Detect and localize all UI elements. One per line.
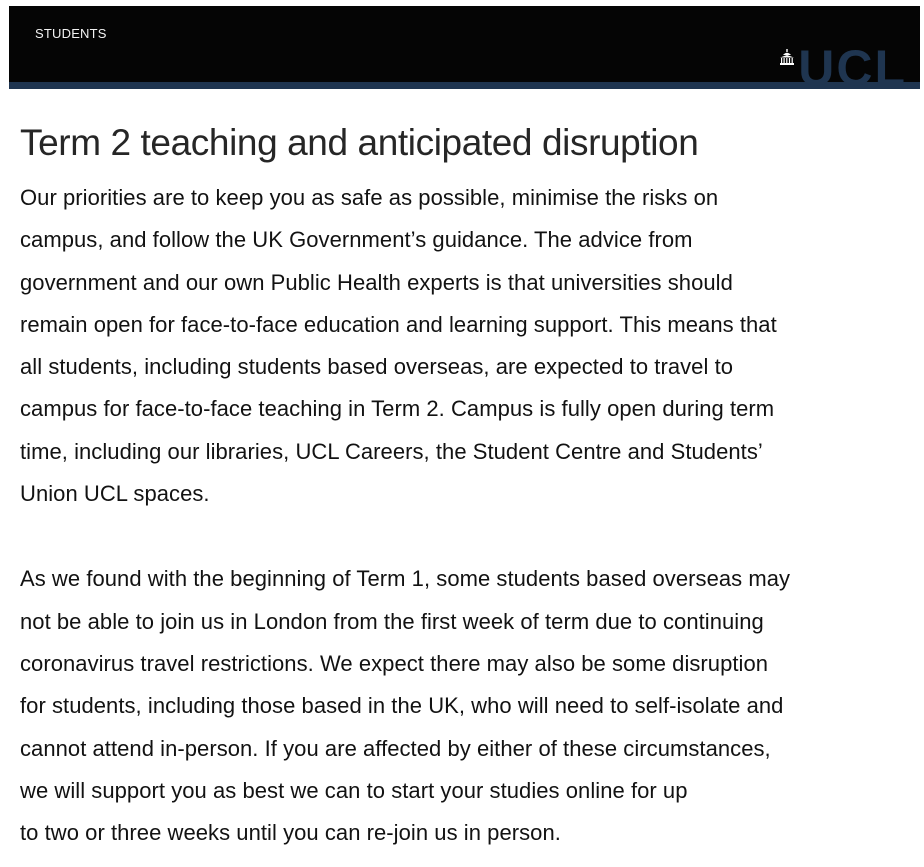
text-line: not be able to join us in London from the first week of term due to continuing: [20, 608, 764, 634]
text-line: we will support you as best we can to start your studies online for up: [20, 777, 688, 803]
text-line: for students, including those based in the UK, who will need to self-isolate and: [20, 693, 784, 719]
portico-icon: [779, 49, 795, 65]
text-line: As we found with the beginning of Term 1, some students based overseas may: [20, 566, 791, 592]
text-line: remain open for face-to-face education and learning support. This means that: [20, 311, 777, 337]
text-line: government and our own Public Health experts is that universities should: [20, 269, 733, 295]
section-link-students[interactable]: STUDENTS: [35, 26, 107, 41]
main-content: [20, 120, 910, 854]
logo-wordmark: UCL: [798, 47, 907, 89]
text-line: Our priorities are to keep you as safe as possible, minimise the risks on: [20, 185, 719, 210]
site-header: [9, 6, 920, 89]
paragraph-priorities: [20, 177, 910, 515]
text-line: to two or three weeks until you can re-join us in person.: [20, 820, 561, 846]
text-line: Union UCL spaces.: [20, 481, 210, 507]
ucl-logo[interactable]: [779, 37, 907, 89]
text-line: campus, and follow the UK Government’s guidance. The advice from: [20, 227, 693, 253]
text-line: time, including our libraries, UCL Careers, the Student Centre and Students’: [20, 438, 763, 464]
text-line: coronavirus travel restrictions. We expect there may also be some disruption: [20, 650, 769, 676]
text-line: cannot attend in-person. If you are affected by either of these circumstances,: [20, 735, 771, 761]
paragraph-disruption: [20, 558, 910, 854]
text-line: all students, including students based overseas, are expected to travel to: [20, 354, 734, 380]
page-title: Term 2 teaching and anticipated disruption: [20, 122, 699, 163]
text-line: campus for face-to-face teaching in Term 2. Campus is fully open during term: [20, 396, 775, 422]
